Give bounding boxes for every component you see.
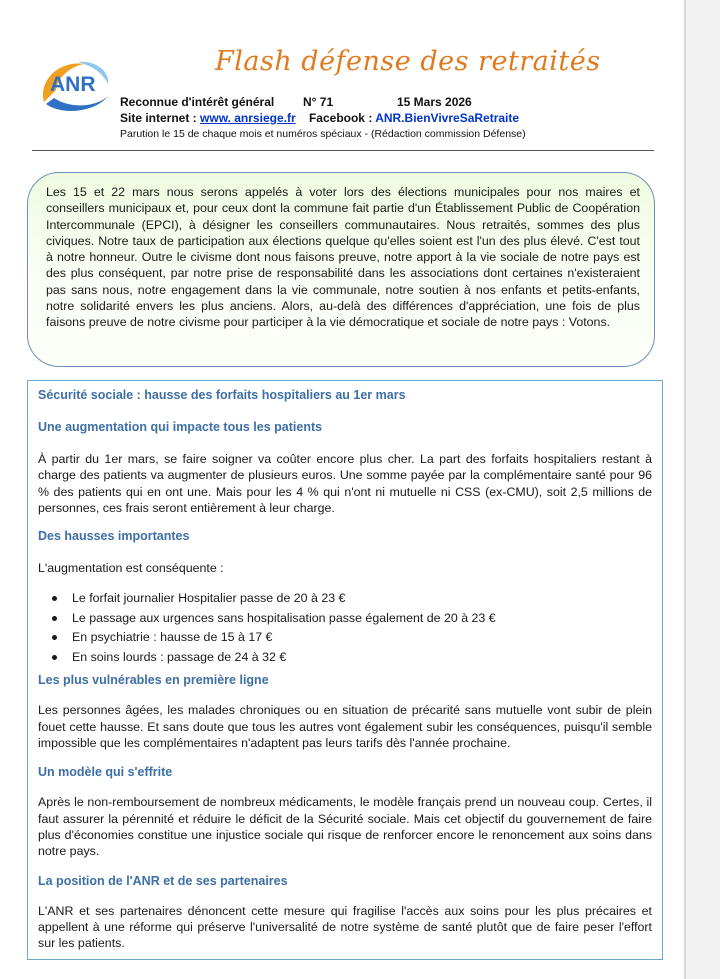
list-item: Le forfait journalier Hospitalier passe de 20 à 23 € [52, 589, 652, 609]
section-text: L'ANR et ses partenaires dénoncent cette mesure qui fragilise l'accès aux soins pour les plus précaires et appellent à une réforme qui préserve l'universalité de notre système de santé plutôt que de faire peser l'effort sur les patients. [38, 903, 652, 951]
price-increase-list [38, 589, 652, 667]
section-text: Les personnes âgées, les malades chroniques ou en situation de précarité sans mutuelle vont subir de plein fouet cette hausse. Et sans doute que tous les autres vont également subir les conséquences, puisqu'il semble impossible que les complémentaires n'adaptent pas leurs tarifs dès l'année prochaine. [38, 703, 652, 751]
section-heading: Une augmentation qui impacte tous les patients [38, 420, 323, 434]
list-item: En soins lourds : passage de 24 à 32 € [52, 648, 652, 668]
anr-logo-icon [38, 58, 114, 114]
list-item: Le passage aux urgences sans hospitalisation passe également de 20 à 23 € [52, 609, 652, 629]
article-box [27, 380, 663, 960]
page-edge [684, 0, 686, 979]
header-line-2 [120, 111, 519, 125]
section-text: Après le non-remboursement de nombreux médicaments, le modèle français prend un nouveau coup. Certes, il faut assurer la pérennité et réduire le déficit de la Sécurité sociale. Mais cet objectif du gouvernement de faire plus d'économies constitue une injustice sociale qui risque de renforcer encore le renoncement aux soins dans notre pays. [38, 795, 652, 859]
recognition-text: Reconnue d'intérêt général [120, 95, 275, 109]
issue-number: N° 71 [303, 95, 334, 109]
newsletter-title: Flash défense des retraités [215, 46, 601, 77]
section-heading: La position de l'ANR et de ses partenaires [38, 873, 288, 888]
header-line-1 [120, 95, 472, 109]
section-text: L'augmentation est conséquente : [38, 561, 224, 576]
intro-bubble [27, 172, 655, 367]
publication-note: Parution le 15 de chaque mois et numéros spéciaux - (Rédaction commission Défense) [120, 128, 526, 140]
section-heading: Un modèle qui s'effrite [38, 765, 173, 780]
site-label: Site internet : [120, 111, 197, 125]
header-divider [32, 150, 654, 151]
site-link[interactable]: www. anrsiege.fr [200, 111, 296, 125]
article-title: Sécurité sociale : hausse des forfaits hospitaliers au 1er mars [38, 388, 406, 402]
section-heading: Des hausses importantes [38, 529, 190, 544]
logo-text: ANR [50, 73, 96, 96]
section-heading: Les plus vulnérables en première ligne [38, 673, 269, 688]
intro-text: Les 15 et 22 mars nous serons appelés à voter lors des élections municipales pour nos maires et conseillers municipaux et, pour ceux dont la commune fait partie d'un Établissement Public de Coopération Intercommunale (EPCI), à désigner les conseillers communautaires. Nous retraités, sommes des plus civiques. Notre taux de participation aux élections quelque qu'elles soient est l'un des plus élevé. C'est tout à notre honneur. Outre le civisme dont nous faisons preuve, notre apport à la vie sociale de notre pays est des plus conséquent, par notre prise de responsabilité dans les associations dont certaines n'existeraient pas sans nous, notre engagement dans la vie communale, notre soutien à nos enfants et petits-enfants, notre solidarité envers les plus anciens. Alors, au-delà des différences d'appréciation, une fois de plus faisons preuve de notre civisme pour participer à la vie démocratique et sociale de notre pays : Votons. [46, 185, 640, 330]
list-item: En psychiatrie : hausse de 15 à 17 € [52, 628, 652, 648]
section-text: À partir du 1er mars, se faire soigner va coûter encore plus cher. La part des forfaits hospitaliers restant à charge des patients va augmenter de plusieurs euros. Une somme payée par la complémentaire santé pour 96 % des patients qui en ont une. Mais pour les 4 % qui n'ont ni mutuelle ni CSS (ex-CMU), soit 2,5 millions de personnes, ces frais seront entièrement à leur charge. [38, 452, 652, 515]
facebook-link[interactable]: ANR.BienVivreSaRetraite [375, 111, 520, 125]
issue-date: 15 Mars 2026 [397, 95, 472, 109]
anr-logo [38, 58, 114, 114]
facebook-label: Facebook : [308, 111, 373, 125]
